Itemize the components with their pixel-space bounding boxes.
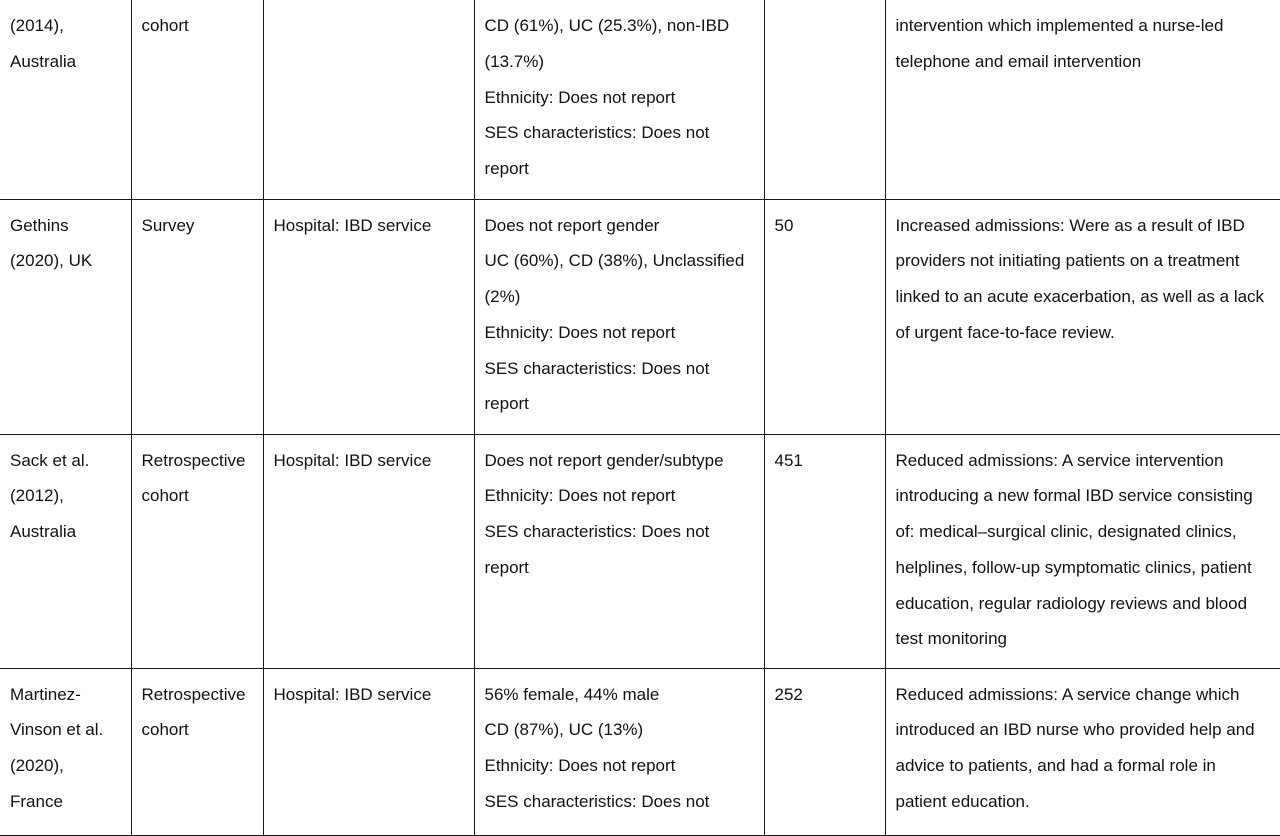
sample-cell: 50 (764, 199, 885, 434)
findings-cell: Reduced admissions: A service intervention introducing a new formal IBD service consisting of: medical–surgical clinic, designated clinics, helplines, follow-up symptomatic clinics, patient education, regular radiology reviews and blood test monitoring (885, 434, 1280, 668)
population-cell (474, 434, 764, 668)
table-row (0, 668, 1280, 835)
table-row (0, 434, 1280, 668)
sample-cell: 252 (764, 668, 885, 835)
population-line: Ethnicity: Does not report (484, 322, 676, 342)
population-line: UC (60%), CD (38%), Unclassified (2%) (484, 251, 745, 307)
design-cell: Retrospective cohort (131, 434, 263, 668)
population-line: SES characteristics: Does not (484, 791, 710, 811)
population-line: SES characteristics: Does not report (484, 123, 710, 179)
design-cell: cohort (131, 0, 263, 199)
study-cell: (2014), Australia (0, 0, 131, 199)
population-line: SES characteristics: Does not report (484, 358, 710, 414)
study-cell: Gethins (2020), UK (0, 199, 131, 434)
findings-cell: Reduced admissions: A service change which introduced an IBD nurse who provided help and advice to patients, and had a formal role in patient education. (885, 668, 1280, 835)
population-cell (474, 199, 764, 434)
table-row (0, 199, 1280, 434)
findings-cell: Increased admissions: Were as a result of IBD providers not initiating patients on a treatment linked to an acute exacerbation, as well as a lack of urgent face-to-face review. (885, 199, 1280, 434)
population-cell (474, 668, 764, 835)
table-row (0, 0, 1280, 199)
population-line: SES characteristics: Does not report (484, 522, 710, 577)
sample-cell: 451 (764, 434, 885, 668)
study-cell: Martinez-Vinson et al. (2020), France (0, 668, 131, 835)
setting-cell: Hospital: IBD service (263, 668, 474, 835)
design-cell: Retrospective cohort (131, 668, 263, 835)
sample-cell (764, 0, 885, 199)
setting-cell: Hospital: IBD service (263, 434, 474, 668)
population-line: CD (61%), UC (25.3%), non-IBD (13.7%) (484, 16, 730, 71)
setting-cell: Hospital: IBD service (263, 199, 474, 434)
population-line: Does not report gender (484, 215, 660, 235)
setting-cell (263, 0, 474, 199)
population-line: Does not report gender/subtype (484, 450, 724, 470)
population-cell (474, 0, 764, 199)
population-line: Ethnicity: Does not report (484, 756, 676, 776)
population-line: Ethnicity: Does not report (484, 486, 676, 506)
population-line: Ethnicity: Does not report (484, 87, 676, 107)
study-cell: Sack et al. (2012), Australia (0, 434, 131, 668)
population-line: 56% female, 44% male (484, 684, 660, 704)
findings-cell: intervention which implemented a nurse-led telephone and email intervention (885, 0, 1280, 199)
design-cell: Survey (131, 199, 263, 434)
population-line: CD (87%), UC (13%) (484, 720, 644, 740)
